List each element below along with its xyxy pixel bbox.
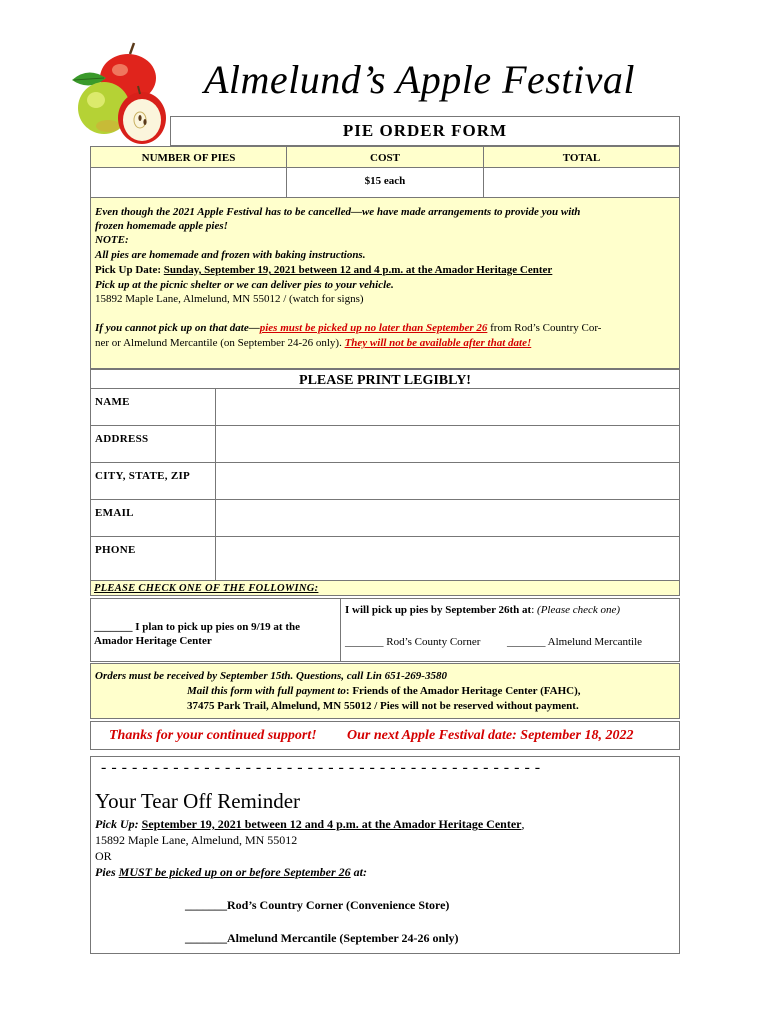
total-field[interactable]: [483, 167, 680, 198]
city-label: CITY, STATE, ZIP: [95, 470, 191, 482]
tear-option-mercantile[interactable]: _______Almelund Mercantile (September 24-26 only): [185, 931, 459, 945]
phone-label: PHONE: [95, 544, 136, 556]
tear-or: OR: [95, 849, 112, 863]
alt-pickup-line-2: [95, 336, 531, 350]
next-festival-date: Our next Apple Festival date: September 18, 2022: [347, 728, 634, 743]
option-later-text: I will pick up pies by September 26th at: [345, 604, 532, 616]
option-later-line: I will pick up pies by September 26th at: (Please check one): [345, 604, 621, 616]
pickup-line: [95, 263, 552, 277]
notice-line-2: frozen homemade apple pies!: [95, 220, 228, 232]
apple-illustration: [68, 40, 176, 146]
order-header-total: [483, 146, 680, 168]
choice-heading-box: [90, 580, 680, 596]
col-cost-label: COST: [370, 152, 400, 164]
notice-box: [90, 197, 680, 369]
option-mercantile[interactable]: _______ Almelund Mercantile: [507, 636, 643, 648]
address-label-cell: [90, 425, 216, 463]
tear-line: - - - - - - - - - - - - - - - - - - - - - - - - - - - - - - - - - - - - - - - - - - -: [101, 759, 541, 776]
orders-deadline: Orders must be received by September 15th. Questions, call Lin 651-269-3580: [95, 670, 447, 682]
city-label-cell: [90, 462, 216, 500]
option-amador-line2: Amador Heritage Center: [94, 635, 212, 647]
contact-heading-box: [90, 369, 680, 389]
tear-pies-prefix: Pies: [95, 865, 119, 879]
notice-line-1: Even though the 2021 Apple Festival has to be cancelled—we have made arrangements to provide you with: [95, 206, 581, 218]
order-header-number: [90, 146, 287, 168]
note-label: NOTE:: [95, 234, 129, 246]
form-title-box: [170, 116, 680, 146]
tear-pies-suffix: at:: [350, 865, 367, 879]
tear-pickup-line: [95, 817, 525, 831]
alt-suffix: from Rod’s Country Cor-: [487, 322, 602, 334]
cost-cell: [286, 167, 484, 198]
cost-value: $15 each: [364, 175, 406, 187]
col-total-label: TOTAL: [562, 152, 601, 164]
festival-title: Almelund’s Apple Festival: [204, 57, 635, 102]
form-title: PIE ORDER FORM: [342, 121, 508, 140]
alt-pickup-line-1: [95, 321, 601, 335]
email-label: EMAIL: [95, 507, 134, 519]
tear-pies-line: [95, 865, 367, 880]
option-rods[interactable]: _______ Rod’s County Corner: [345, 636, 481, 648]
tear-option-rods[interactable]: _______Rod’s Country Corner (Convenience Store): [185, 898, 450, 912]
tear-pies-must: MUST be picked up on or before September 26: [118, 865, 351, 879]
choice-heading: PLEASE CHECK ONE OF THE FOLLOWING:: [94, 583, 319, 594]
tear-pickup-date: September 19, 2021 between 12 and 4 p.m. at the Amador Heritage Center: [141, 817, 522, 831]
orders-mail-line: [187, 684, 581, 698]
option-later-cell: [340, 598, 680, 662]
option-amador-line1: _______ I plan to pick up pies on 9/19 at the: [94, 621, 300, 633]
orders-mail-label: Mail this form with full payment to: [187, 685, 346, 697]
notice-line-3: All pies are homemade and frozen with baking instructions.: [95, 249, 366, 261]
col-number-label: NUMBER OF PIES: [141, 152, 236, 164]
option-later-hint: (Please check one): [537, 604, 621, 616]
thanks-box: [90, 721, 680, 750]
alt-prefix: If you cannot pick up on that date—: [95, 322, 260, 334]
name-field[interactable]: [215, 388, 680, 426]
orders-mail-to: : Friends of the Amador Heritage Center (FAHC),: [345, 685, 581, 697]
notice-line-5: Pick up at the picnic shelter or we can deliver pies to your vehicle.: [95, 279, 394, 291]
pickup-date: Sunday, September 19, 2021 between 12 and 4 p.m. at the Amador Heritage Center: [163, 264, 553, 276]
alt-red: pies must be picked up no later than September 26: [259, 322, 488, 334]
pickup-label: Pick Up Date:: [95, 264, 164, 276]
option-amador-cell[interactable]: [90, 598, 341, 662]
orders-address: 37475 Park Trail, Almelund, MN 55012 / Pies will not be reserved without payment.: [187, 700, 579, 712]
phone-label-cell: [90, 536, 216, 581]
email-field[interactable]: [215, 499, 680, 537]
name-label-cell: [90, 388, 216, 426]
city-state-zip-field[interactable]: [215, 462, 680, 500]
contact-heading: PLEASE PRINT LEGIBLY!: [299, 373, 471, 388]
tear-address: 15892 Maple Lane, Almelund, MN 55012: [95, 833, 298, 847]
name-label: NAME: [95, 396, 130, 408]
address-label: ADDRESS: [95, 433, 149, 445]
email-label-cell: [90, 499, 216, 537]
tear-pickup-label: Pick Up:: [95, 817, 142, 831]
alt-warning: They will not be available after that date!: [344, 337, 532, 349]
thanks-message: Thanks for your continued support!: [109, 728, 317, 743]
orders-box: [90, 663, 680, 719]
number-of-pies-field[interactable]: [90, 167, 287, 198]
tear-off-heading: Your Tear Off Reminder: [95, 789, 301, 813]
order-header-cost: [286, 146, 484, 168]
tear-comma: ,: [521, 817, 525, 831]
alt-line2: ner or Almelund Mercantile (on September 24-26 only).: [95, 337, 345, 349]
notice-address: 15892 Maple Lane, Almelund, MN 55012 / (watch for signs): [95, 293, 364, 305]
address-field[interactable]: [215, 425, 680, 463]
phone-field[interactable]: [215, 536, 680, 581]
tear-off-box: [90, 756, 680, 954]
